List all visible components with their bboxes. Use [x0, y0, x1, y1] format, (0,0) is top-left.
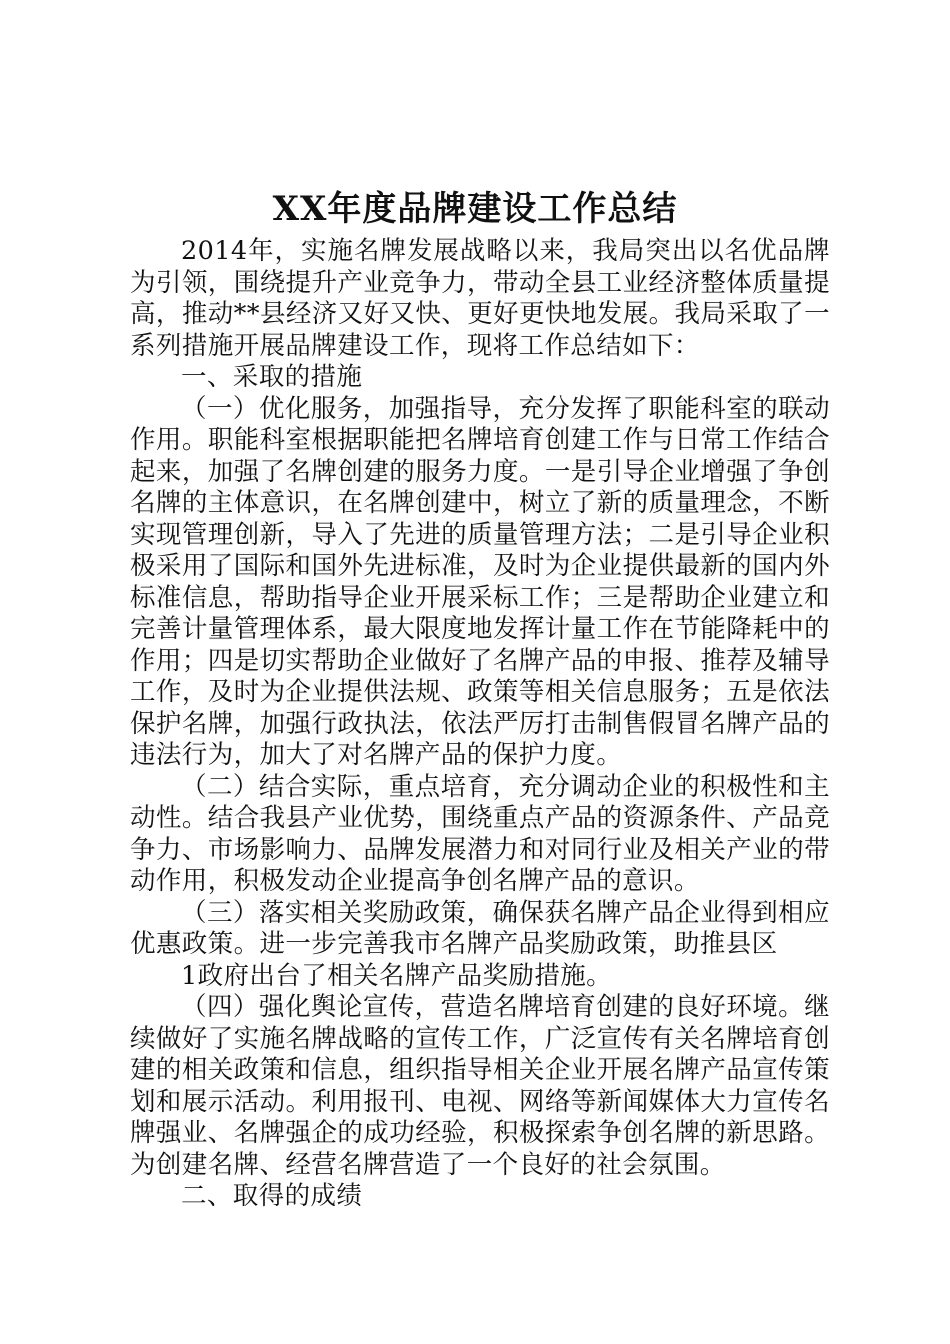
document-title: XX年度品牌建设工作总结: [272, 189, 678, 229]
paragraph-measure-3: （三）落实相关奖励政策，确保获名牌产品企业得到相应优惠政策。进一步完善我市名牌产品奖励政策，助推县区: [130, 897, 830, 959]
paragraph-measure-3-continued: 1政府出台了相关名牌产品奖励措施。: [181, 960, 613, 991]
paragraph-measure-4: （四）强化舆论宣传，营造名牌培育创建的良好环境。继续做好了实施名牌战略的宣传工作，广泛宣传有关名牌培育创建的相关政策和信息，组织指导相关企业开展名牌产品宣传策划和展示活动。利用报刊、电视、网络等新闻媒体大力宣传名牌强业、名牌强企的成功经验，积极探索争创名牌的新思路。为创建名牌、经营名牌营造了一个良好的社会氛围。: [130, 992, 830, 1180]
section-heading-achievements: 二、取得的成绩: [181, 1181, 363, 1211]
paragraph-measure-1: （一）优化服务，加强指导，充分发挥了职能科室的联动作用。职能科室根据职能把名牌培育创建工作与日常工作结合起来，加强了名牌创建的服务力度。一是引导企业增强了争创名牌的主体意识，在名牌创建中，树立了新的质量理念，不断实现管理创新，导入了先进的质量管理方法；二是引导企业积极采用了国际和国外先进标准，及时为企业提供最新的国内外标准信息，帮助指导企业开展采标工作；三是帮助企业建立和完善计量管理体系，最大限度地发挥计量工作在节能降耗中的作用；四是切实帮助企业做好了名牌产品的申报、推荐及辅导工作，及时为企业提供法规、政策等相关信息服务；五是依法保护名牌，加强行政执法，依法严厉打击制售假冒名牌产品的违法行为，加大了对名牌产品的保护力度。: [130, 393, 830, 770]
section-heading-measures: 一、采取的措施: [181, 362, 363, 392]
paragraph-measure-2: （二）结合实际，重点培育，充分调动企业的积极性和主动性。结合我县产业优势，围绕重点产品的资源条件、产品竞争力、市场影响力、品牌发展潜力和对同行业及相关产业的带动作用，积极发动企业提高争创名牌产品的意识。: [130, 771, 830, 896]
document-body: [130, 236, 830, 1213]
intro-paragraph: 2014年，实施名牌发展战略以来，我局突出以名优品牌为引领，围绕提升产业竞争力，带动全县工业经济整体质量提高，推动**县经济又好又快、更好更快地发展。我局采取了一系列措施开展品牌建设工作，现将工作总结如下：: [130, 236, 830, 361]
